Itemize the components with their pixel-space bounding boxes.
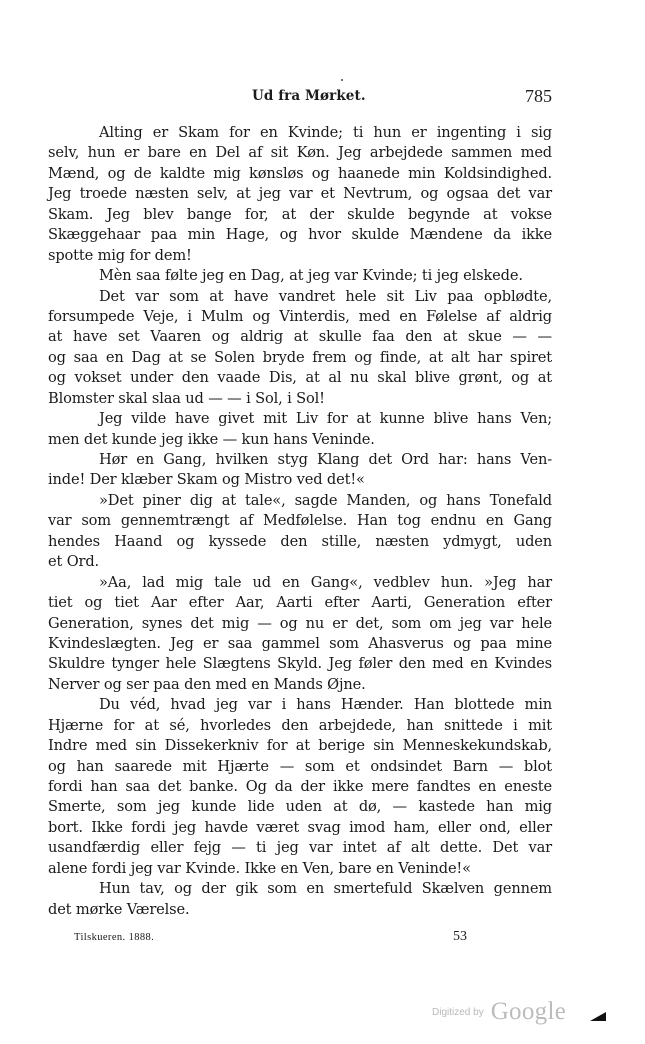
text-line: hendes Haand og kyssede den stille, næsten ydmygt, uden — [48, 532, 552, 550]
text-line: alene fordi jeg var Kvinde. Ikke en Ven, bare en Veninde!« — [48, 859, 471, 877]
text-line: at have set Vaaren og aldrig at skulle faa den at skue — — — [48, 328, 552, 346]
paragraph — [48, 266, 552, 286]
text-line: »Aa, lad mig tale ud en Gang«, vedblev hun. »Jeg har — [99, 573, 552, 591]
paragraph — [48, 879, 552, 920]
journal-signature: Tilskueren. 1888. — [74, 932, 155, 943]
text-line: var som gennemtrængt af Medfølelse. Han tog endnu en Gang — [48, 512, 552, 530]
text-line: Skam. Jeg blev bange for, at der skulde begynde at vokse — [48, 205, 552, 223]
paragraph — [48, 450, 552, 491]
page-corner-icon — [590, 1012, 606, 1021]
text-line: Nerver og ser paa den med en Mands Øjne. — [48, 675, 366, 693]
text-line: Det var som at have vandret hele sit Liv paa opblødte, — [99, 287, 552, 305]
paragraph — [48, 409, 552, 450]
text-line: Mèn saa følte jeg en Dag, at jeg var Kvinde; ti jeg elskede. — [99, 267, 523, 285]
text-line: Jeg troede næsten selv, at jeg var et Nevtrum, og ogsaa det var — [48, 185, 552, 203]
text-line: tiet og tiet Aar efter Aar, Aarti efter Aarti, Generation efter — [48, 594, 552, 612]
text-line: bort. Ikke fordi jeg havde været svag imod ham, eller ond, eller — [48, 818, 552, 836]
text-line: forsumpede Veje, i Mulm og Vinterdis, med en Følelse af aldrig — [48, 307, 552, 325]
text-line: Du véd, hvad jeg var i hans Hænder. Han blottede min — [99, 696, 552, 714]
text-line: Hjærne for at sé, hvorledes den arbejdede, han snittede i mit — [48, 716, 552, 734]
text-line: »Det piner dig at tale«, sagde Manden, og hans Tonefald — [99, 491, 552, 509]
scan-speck — [341, 79, 343, 81]
text-line: Skæggehaar paa min Hage, og hvor skulde Mændene da ikke — [48, 226, 552, 244]
text-line: Mænd, og de kaldte mig kønsløs og haanede min Koldsindighed. — [48, 164, 552, 182]
text-line: Generation, synes det mig — og nu er det, som om jeg var hele — [48, 614, 552, 632]
text-line: Kvindeslægten. Jeg er saa gammel som Ahasverus og paa mine — [48, 634, 552, 652]
text-line: og vokset under den vaade Dis, at al nu skal blive grønt, og at — [48, 369, 552, 387]
google-logo-text: Google — [490, 998, 567, 1025]
text-line: Blomster skal slaa ud — — i Sol, i Sol! — [48, 389, 325, 407]
signature-mark: 53 — [453, 929, 467, 944]
text-line: spotte mig for dem! — [48, 246, 192, 264]
text-line: Indre med sin Dissekerkniv for at berige sin Menneskekundskab, — [48, 737, 552, 755]
text-line: det mørke Værelse. — [48, 900, 190, 918]
text-line: og han saarede mit Hjærte — som et ondsindet Barn — blot — [48, 757, 552, 775]
text-line: Jeg vilde have givet mit Liv for at kunne blive hans Ven; — [99, 410, 552, 428]
paragraph — [48, 287, 552, 410]
body-text — [48, 123, 552, 920]
running-title: Ud fra Mørket. — [252, 88, 366, 104]
text-line: Hun tav, og der gik som en smertefuld Skælven gennem — [99, 880, 552, 898]
text-line: usandfærdig eller fejg — ti jeg var intet af alt dette. Det var — [48, 839, 552, 857]
text-line: Skuldre tynger hele Slægtens Skyld. Jeg føler den med en Kvindes — [48, 655, 552, 673]
text-line: fordi han saa det banke. Og da der ikke mere fandtes en eneste — [48, 778, 552, 795]
digitized-watermark — [432, 998, 566, 1028]
text-line: inde! Der klæber Skam og Mistro ved det!« — [48, 471, 365, 489]
text-line: selv, hun er bare en Del af sit Køn. Jeg arbejdede sammen med — [48, 144, 552, 162]
running-head — [48, 88, 552, 110]
text-line: et Ord. — [48, 553, 100, 571]
text-line: men det kunde jeg ikke — kun hans Veninde. — [48, 430, 375, 448]
paragraph — [48, 695, 552, 879]
paragraph — [48, 573, 552, 696]
page-footer — [48, 929, 552, 952]
text-line: Smerte, som jeg kunde lide uden at dø, — kastede han mig — [48, 798, 552, 816]
text-line: og saa en Dag at se Solen bryde frem og finde, at alt har spiret — [48, 348, 552, 366]
text-line: Hør en Gang, hvilken styg Klang det Ord har: hans Ven- — [99, 451, 552, 468]
page-number: 785 — [525, 86, 552, 106]
paragraph — [48, 491, 552, 573]
text-line: Alting er Skam for en Kvinde; ti hun er ingenting i sig — [99, 124, 552, 141]
paragraph — [48, 123, 552, 266]
digitized-by-label: Digitized by — [432, 1007, 484, 1018]
